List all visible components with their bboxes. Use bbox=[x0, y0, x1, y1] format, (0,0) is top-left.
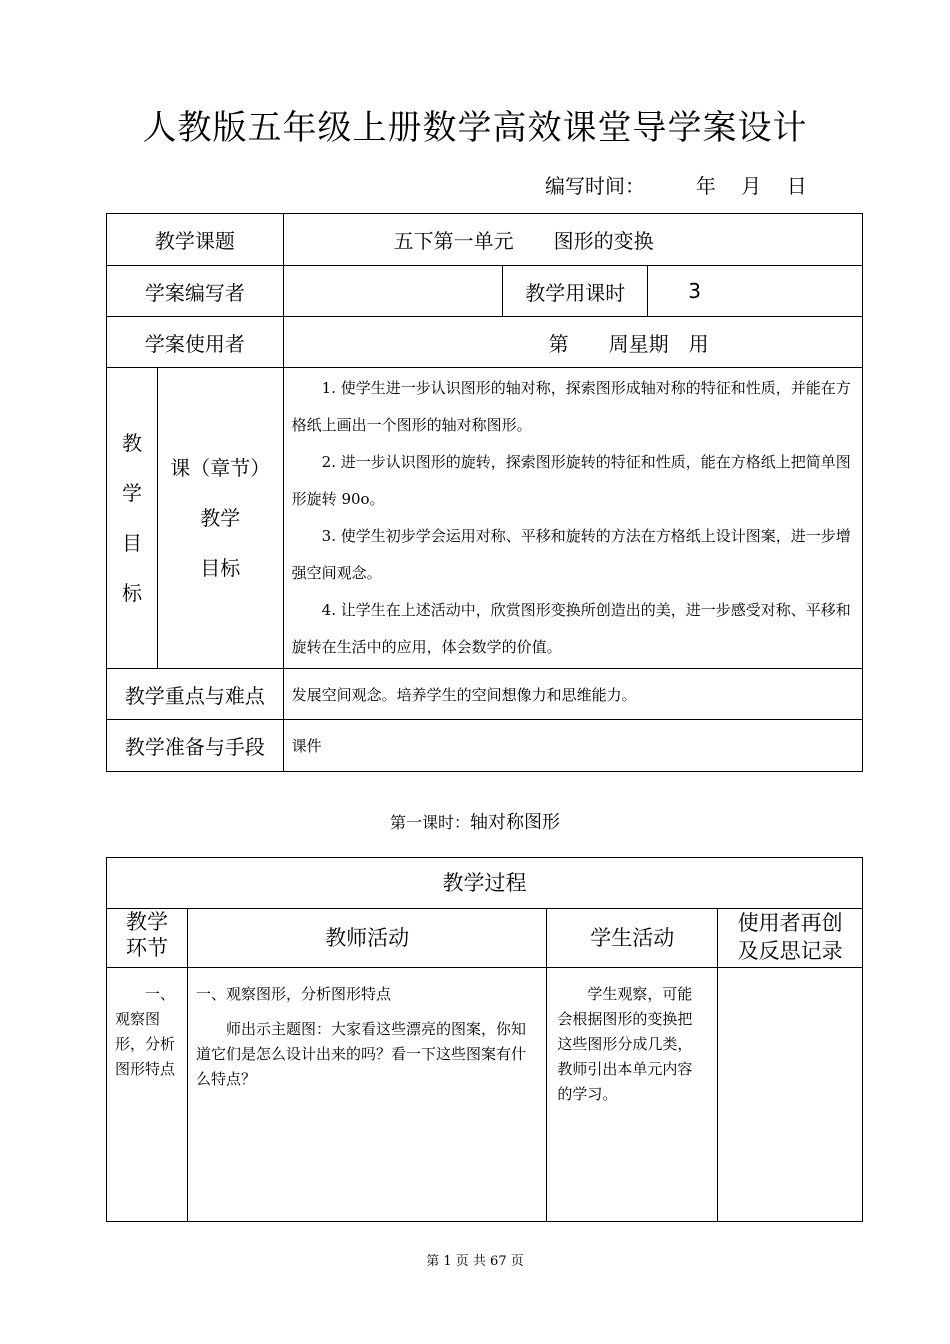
date-label: 编写时间： bbox=[545, 174, 645, 198]
prep-label: 教学准备与手段 bbox=[107, 720, 284, 772]
objective-outer-char: 标 bbox=[121, 581, 142, 605]
date-day: 日 bbox=[786, 174, 807, 198]
teacher-heading: 一、观察图形，分析图形特点 bbox=[195, 985, 391, 1003]
lesson-heading bbox=[0, 808, 950, 834]
page-footer: 第 1 页 共 67 页 bbox=[426, 1254, 524, 1269]
teacher-text: 师出示主题图：大家看这些漂亮的图案，你知道它们是怎么设计出来的吗？看一下这些图案有什么特点？ bbox=[195, 1020, 526, 1088]
col-stage-header: 教学 环节 bbox=[107, 909, 188, 968]
objective-outer-char: 学 bbox=[121, 481, 142, 505]
hours-value: 3 bbox=[648, 266, 863, 317]
topic-value: 五下第一单元 图形的变换 bbox=[283, 214, 862, 266]
focus-label: 教学重点与难点 bbox=[107, 669, 284, 720]
teacher-cell bbox=[187, 968, 546, 1222]
lesson-name: 轴对称图形 bbox=[470, 812, 560, 833]
date-month: 月 bbox=[741, 174, 762, 198]
date-line bbox=[545, 170, 807, 199]
process-table bbox=[106, 857, 863, 1222]
document-title: 人教版五年级上册数学高效课堂导学案设计 bbox=[142, 108, 808, 148]
col-student-header: 学生活动 bbox=[547, 909, 718, 968]
objectives-list bbox=[283, 368, 862, 669]
objective-inner-line: 课（章节） bbox=[170, 456, 271, 480]
objective-inner-line: 教学 bbox=[200, 506, 241, 530]
prep-value: 课件 bbox=[283, 720, 862, 772]
objective-inner-label bbox=[157, 368, 283, 669]
objective-item: 3. 使学生初步学会运用对称、平移和旋转的方法在方格纸上设计图案，进一步增强空间观念。 bbox=[291, 527, 851, 582]
focus-value: 发展空间观念。培养学生的空间想像力和思维能力。 bbox=[283, 669, 862, 720]
topic-label: 教学课题 bbox=[107, 214, 284, 266]
author-value bbox=[283, 266, 503, 317]
student-cell: 学生观察，可能会根据图形的变换把这些图形分成几类，教师引出本单元内容的学习。 bbox=[547, 968, 718, 1222]
objective-outer-char: 教 bbox=[121, 431, 142, 455]
date-year: 年 bbox=[695, 174, 716, 198]
objective-outer-char: 目 bbox=[121, 531, 142, 555]
notes-cell bbox=[718, 968, 863, 1222]
col-teacher-header: 教师活动 bbox=[187, 909, 546, 968]
objective-outer-label bbox=[107, 368, 158, 669]
process-title: 教学过程 bbox=[107, 858, 863, 909]
hours-label: 教学用课时 bbox=[503, 266, 648, 317]
lesson-prefix: 第一课时： bbox=[389, 813, 470, 832]
user-value: 第 周星期 用 bbox=[283, 317, 862, 368]
user-label: 学案使用者 bbox=[107, 317, 284, 368]
objective-inner-line: 目标 bbox=[200, 556, 241, 580]
author-label: 学案编写者 bbox=[107, 266, 284, 317]
objective-item: 4. 让学生在上述活动中，欣赏图形变换所创造出的美，进一步感受对称、平移和旋转在生活中的应用，体会数学的价值。 bbox=[291, 601, 851, 656]
objective-item: 1. 使学生进一步认识图形的轴对称，探索图形成轴对称的特征和性质，并能在方格纸上画出一个图形的轴对称图形。 bbox=[291, 379, 851, 434]
info-table bbox=[106, 213, 863, 772]
col-notes-header: 使用者再创及反思记录 bbox=[718, 909, 863, 968]
objective-item: 2. 进一步认识图形的旋转，探索图形旋转的特征和性质，能在方格纸上把简单图形旋转 90o。 bbox=[291, 453, 851, 508]
stage-cell: 一、观察图形，分析图形特点 bbox=[107, 968, 188, 1222]
